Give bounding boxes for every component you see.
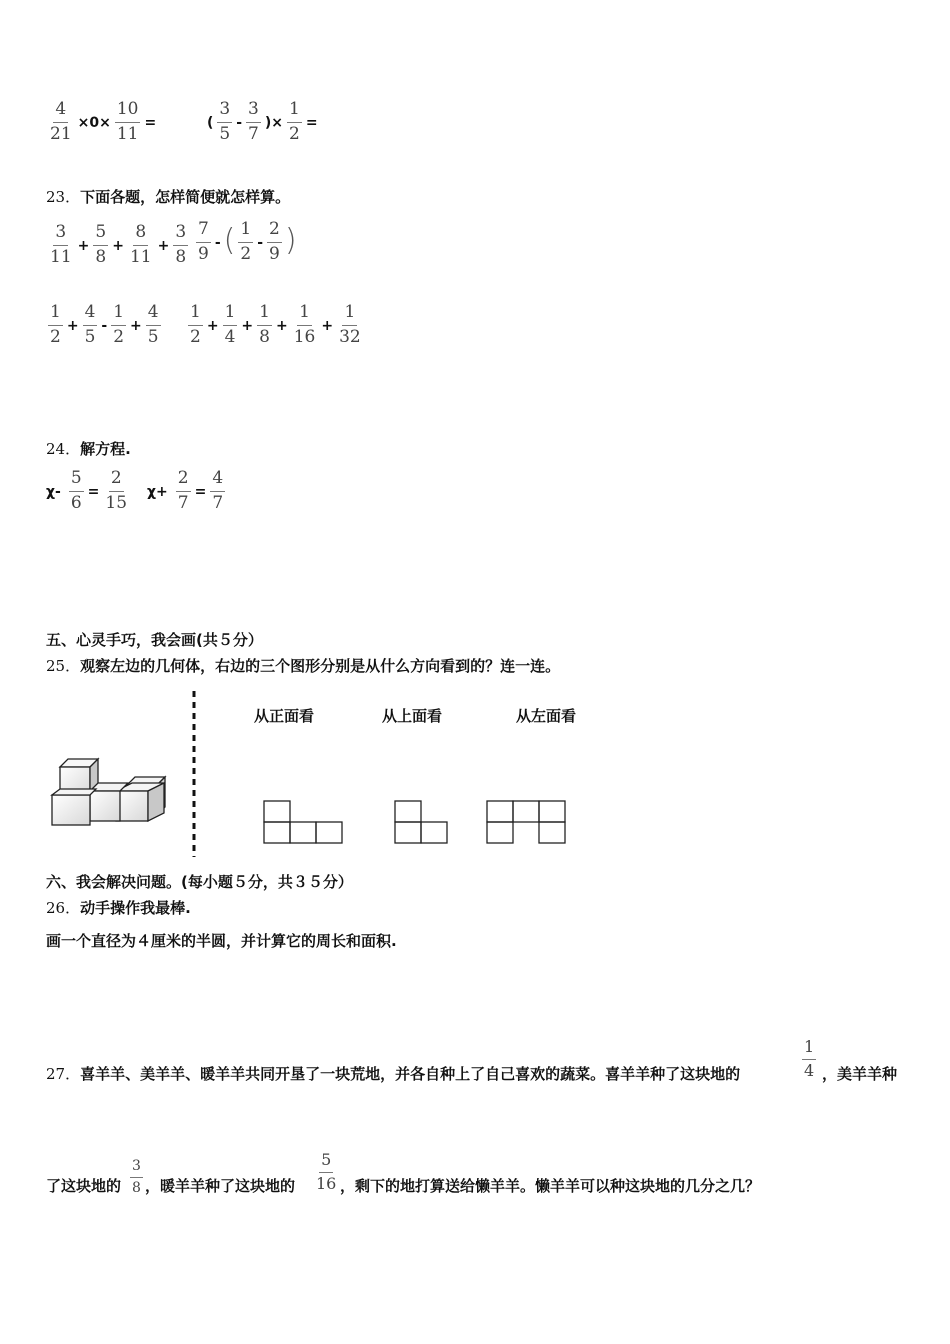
q27-line-1-tail: ，美羊羊种	[822, 1065, 898, 1083]
q22-expression-1: $\frac{4}{21}$ ×0× $\frac{10}{11}$ =	[50, 99, 157, 144]
q23-expression-2: $\frac{7}{9}$ - ( $\frac{1}{2}$ - $\frac{2}{9}$ )	[198, 219, 297, 264]
view-label-front: 从正面看	[254, 707, 315, 725]
view-shape-1	[264, 801, 342, 843]
q23-expression-1: $\frac{3}{11}$ + $\frac{5}{8}$ + $\frac{8}{11}$ + $\frac{3}{8}$	[50, 222, 187, 267]
q26-number: 26．	[46, 899, 81, 917]
view-label-top: 从上面看	[382, 707, 443, 725]
q26-heading	[46, 897, 191, 918]
solid-geometry-figure	[52, 759, 165, 825]
q26-task: 画一个直径为４厘米的半圆，并计算它的周长和面积.	[46, 932, 397, 950]
q27-line-2-start: 了这块地的	[46, 1177, 122, 1195]
view-shape-3	[487, 801, 565, 843]
q27-number: 27．	[46, 1065, 81, 1083]
view-label-left: 从左面看	[516, 707, 577, 725]
section-6-title: 六、我会解决问题。(每小题５分，共３５分）	[46, 873, 353, 891]
q24-equation-1: χ- $\frac{5}{6}$ = $\frac{2}{15}$	[46, 468, 128, 513]
q27-fraction-3: $\frac{5}{16}$	[316, 1150, 337, 1193]
q23-heading	[46, 186, 290, 207]
section-5-title: 五、心灵手巧，我会画(共５分）	[46, 631, 263, 649]
q27-fraction-1: $\frac{1}{4}$	[804, 1037, 815, 1080]
q25-figure	[40, 685, 620, 865]
view-shape-2	[395, 801, 447, 843]
q24-number: 24．	[46, 440, 81, 458]
q23-expression-4: $\frac{1}{2}$ + $\frac{1}{4}$ + $\frac{1}{8}$ + $\frac{1}{16}$ + $\frac{1}{32}$	[190, 302, 361, 347]
q27-line-2-end: ，剩下的地打算送给懒羊羊。懒羊羊可以种这块地的几分之几？	[340, 1177, 761, 1195]
q24-text: 解方程.	[80, 440, 131, 458]
q22-expression-2: ( $\frac{3}{5}$ - $\frac{3}{7}$ )× $\frac{1}{2}$ =	[207, 99, 318, 144]
q27-line-1: 27．喜羊羊、美羊羊、暖羊羊共同开垦了一块荒地，并各自种上了自己喜欢的蔬菜。喜羊羊种了这块地的	[46, 1065, 741, 1083]
q27-line-2-middle: ，暖羊羊种了这块地的	[145, 1177, 296, 1195]
q24-equation-2: χ+ $\frac{2}{7}$ = $\frac{4}{7}$	[147, 468, 224, 513]
q23-expression-3: $\frac{1}{2}$ + $\frac{4}{5}$ - $\frac{1}{2}$ + $\frac{4}{5}$	[50, 302, 159, 347]
q27-fraction-2: $\frac{3}{8}$	[132, 1158, 141, 1196]
q25-number: 25．	[46, 657, 81, 675]
q25-heading	[46, 655, 560, 676]
q23-number: 23．	[46, 188, 81, 206]
q25-text: 观察左边的几何体，右边的三个图形分别是从什么方向看到的？连一连。	[80, 657, 561, 675]
q26-text: 动手操作我最棒.	[80, 899, 191, 917]
q23-text: 下面各题，怎样简便就怎样算。	[80, 188, 291, 206]
q24-heading	[46, 438, 131, 459]
